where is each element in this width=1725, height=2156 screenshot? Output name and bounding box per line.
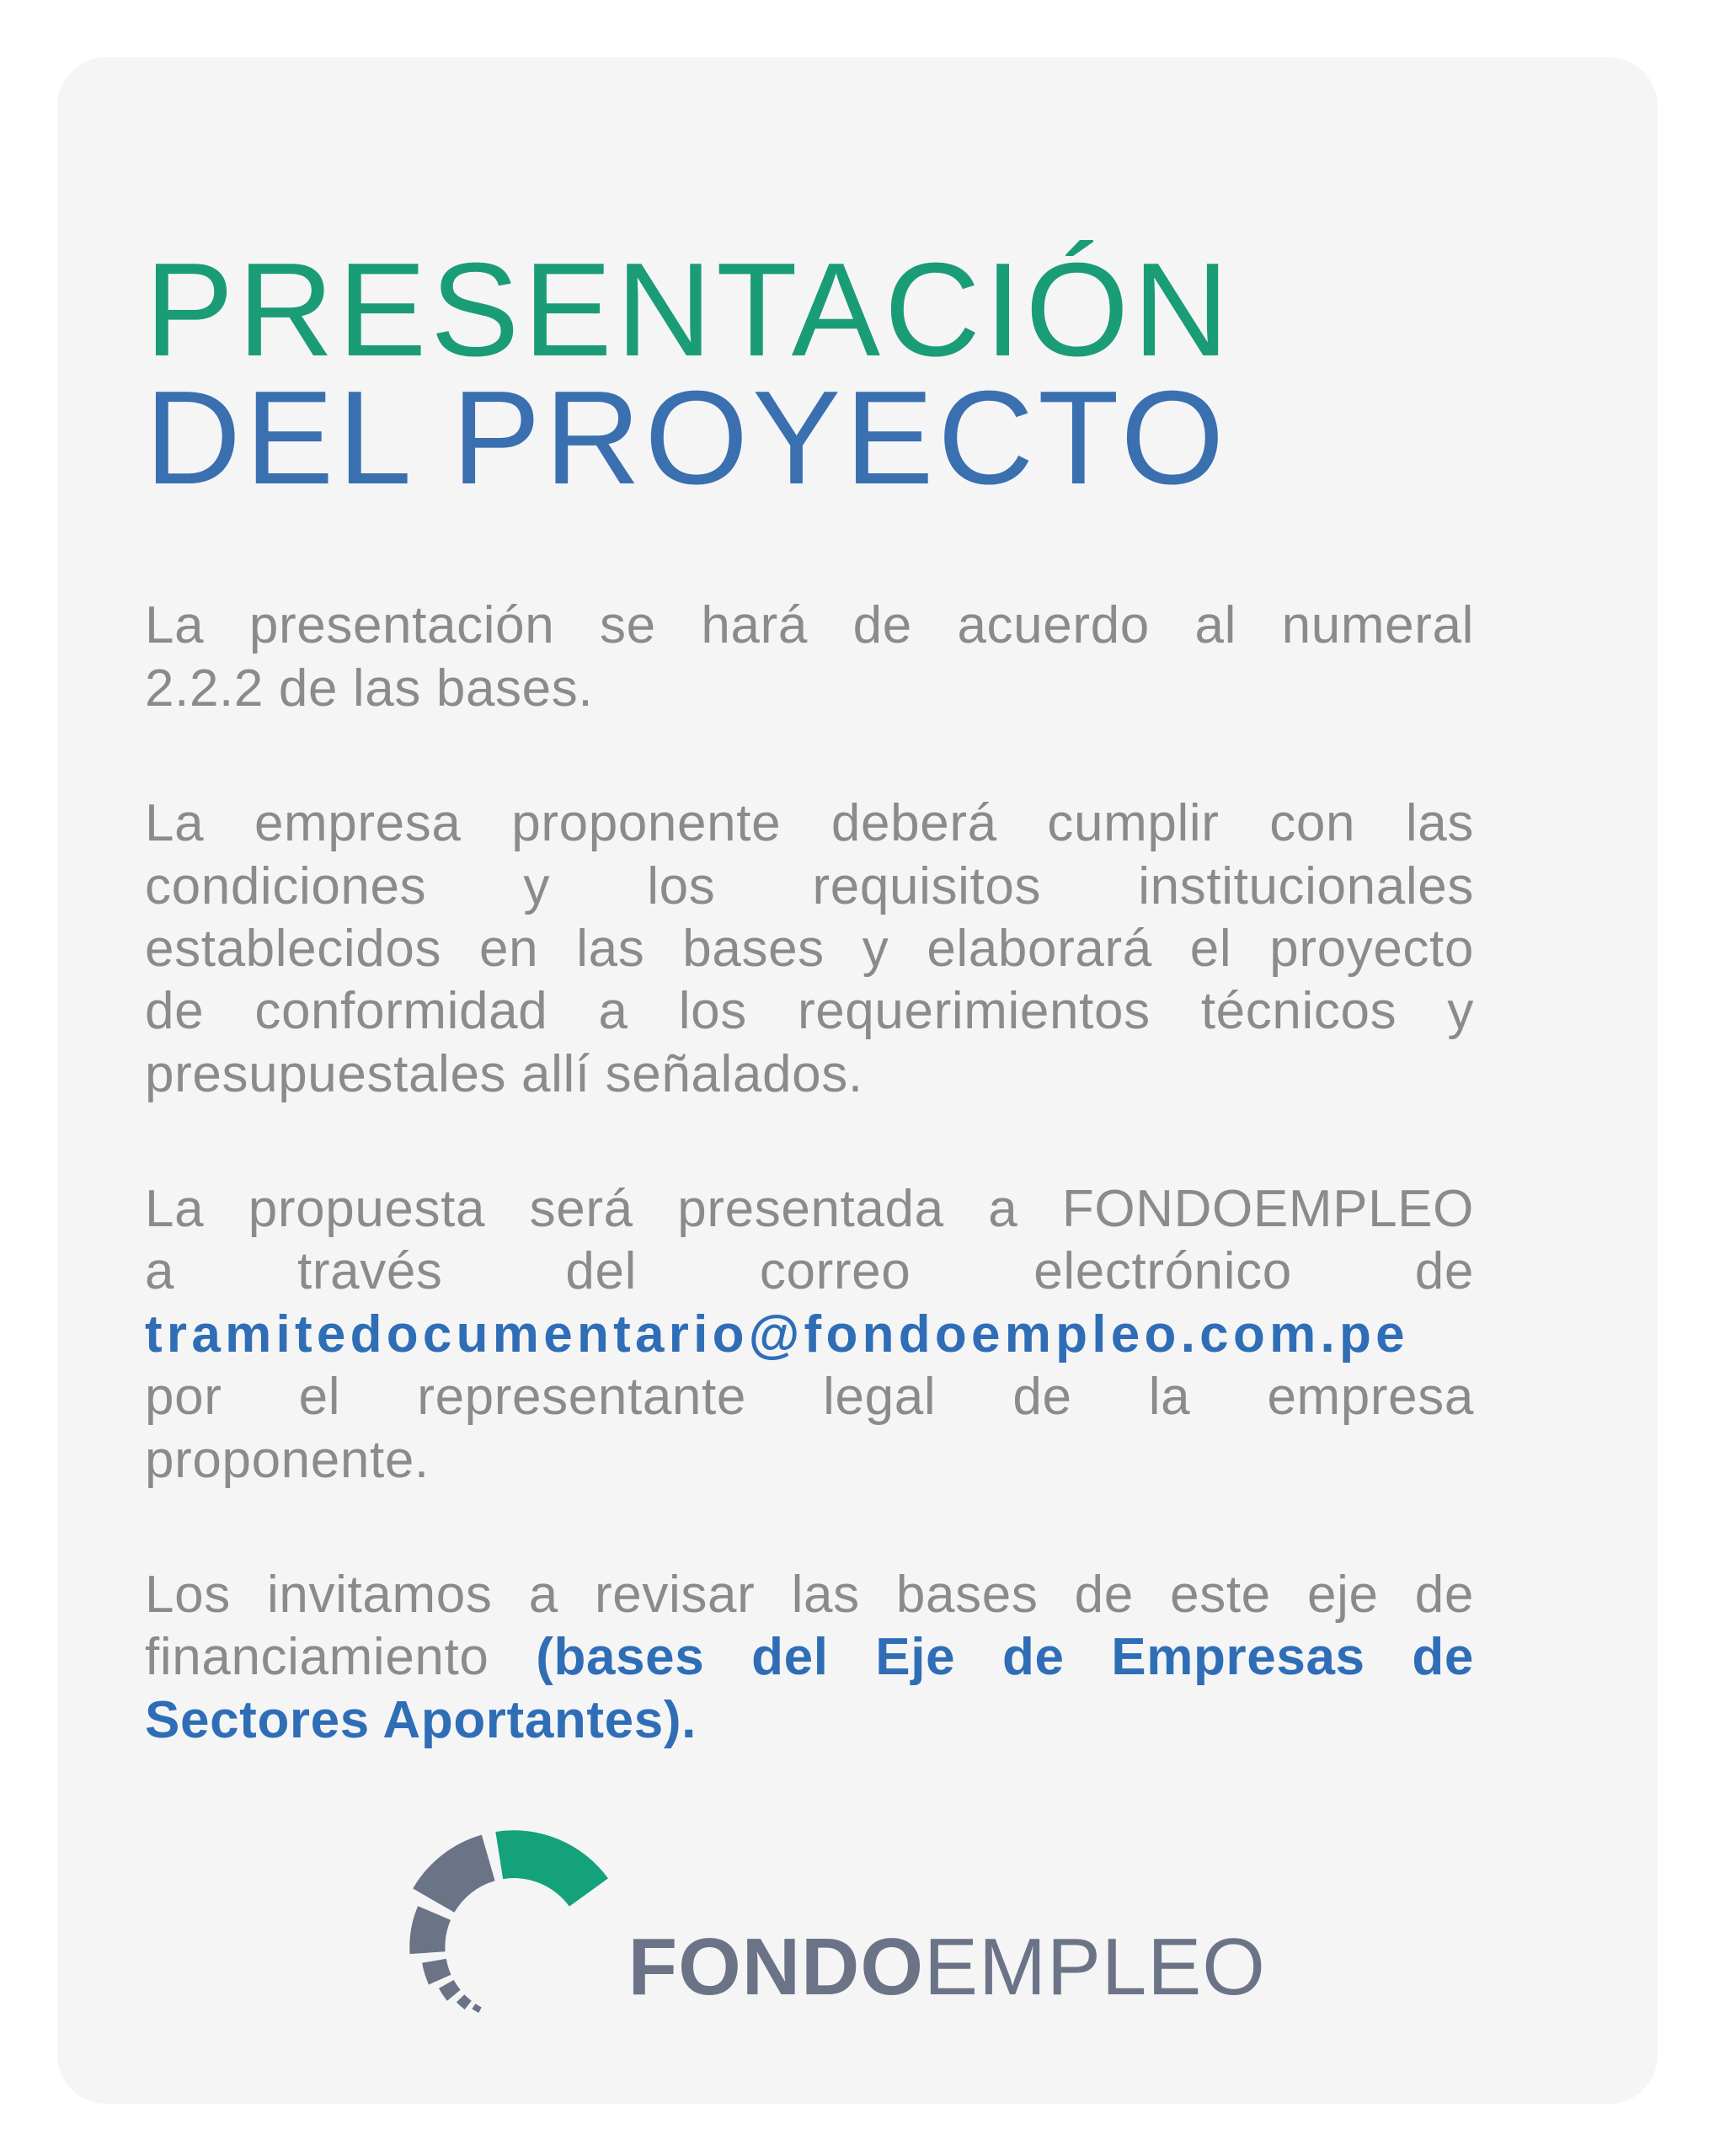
text-segment: establecidos en las bases y elaborará el proyecto: [145, 919, 1474, 978]
logo-wordmark-bold: FONDO: [628, 1922, 924, 2013]
text-segment: La empresa proponente deberá cumplir con las: [145, 794, 1474, 853]
page-title: [145, 236, 1474, 512]
text-line: [145, 1241, 1474, 1303]
fondoempleo-logo: [195, 1824, 1474, 2018]
text-segment: La propuesta será presentada a FONDOEMPLEO: [145, 1180, 1474, 1239]
text-segment: financiamiento: [145, 1628, 537, 1687]
text-line: [145, 658, 1474, 720]
flyer-content: [57, 57, 1658, 2018]
text-segment: proponente.: [145, 1430, 430, 1489]
fan-segment: [473, 2004, 482, 2013]
fan-segment: [409, 1906, 451, 1954]
bases-link[interactable]: (bases del Eje de Empresas de: [536, 1628, 1474, 1687]
logo-wordmark: [628, 1922, 1266, 2013]
text-line: [145, 1429, 1474, 1492]
paragraph: [145, 792, 1474, 1106]
text-segment: por el representante legal de la empresa: [145, 1368, 1474, 1427]
text-line: [145, 1304, 1474, 1366]
text-line: [145, 1366, 1474, 1428]
fan-segment: [422, 1959, 451, 1985]
fan-segment: [439, 1980, 461, 2001]
text-segment: a través del correo electrónico de: [145, 1242, 1474, 1301]
paragraph: [145, 595, 1474, 720]
email-link[interactable]: tramitedocumentario@fondoempleo.com.pe: [145, 1305, 1409, 1364]
text-segment: condiciones y los requisitos institucionales: [145, 857, 1474, 915]
text-segment: 2.2.2 de las bases.: [145, 659, 594, 718]
text-segment: La presentación se hará de acuerdo al numeral: [145, 596, 1474, 655]
text-segment: de conformidad a los requerimientos técnicos y: [145, 982, 1474, 1041]
bases-link[interactable]: Sectores Aportantes).: [145, 1690, 697, 1749]
text-line: [145, 1626, 1474, 1689]
text-line: [145, 1178, 1474, 1241]
text-line: [145, 792, 1474, 855]
title-line-2: DEL PROYECTO: [145, 363, 1229, 512]
text-line: [145, 856, 1474, 918]
text-segment: presupuestales allí señalados.: [145, 1044, 863, 1103]
fan-segment: [413, 1835, 494, 1913]
title-line-1: PRESENTACIÓN: [145, 236, 1233, 384]
fondoempleo-fan-icon: [403, 1824, 614, 2018]
text-line: [145, 1564, 1474, 1626]
paragraph: [145, 1564, 1474, 1752]
text-line: [145, 1689, 1474, 1752]
paragraph: [145, 1178, 1474, 1492]
flyer-card: [57, 57, 1658, 2104]
text-line: [145, 980, 1474, 1043]
text-line: [145, 918, 1474, 980]
fan-segment: [495, 1831, 608, 1907]
body-paragraphs: [145, 595, 1474, 1752]
text-segment: Los invitamos a revisar las bases de este eje de: [145, 1566, 1474, 1625]
text-line: [145, 595, 1474, 657]
fan-segment: [457, 1994, 472, 2009]
logo-wordmark-light: EMPLEO: [923, 1922, 1266, 2013]
text-line: [145, 1043, 1474, 1106]
